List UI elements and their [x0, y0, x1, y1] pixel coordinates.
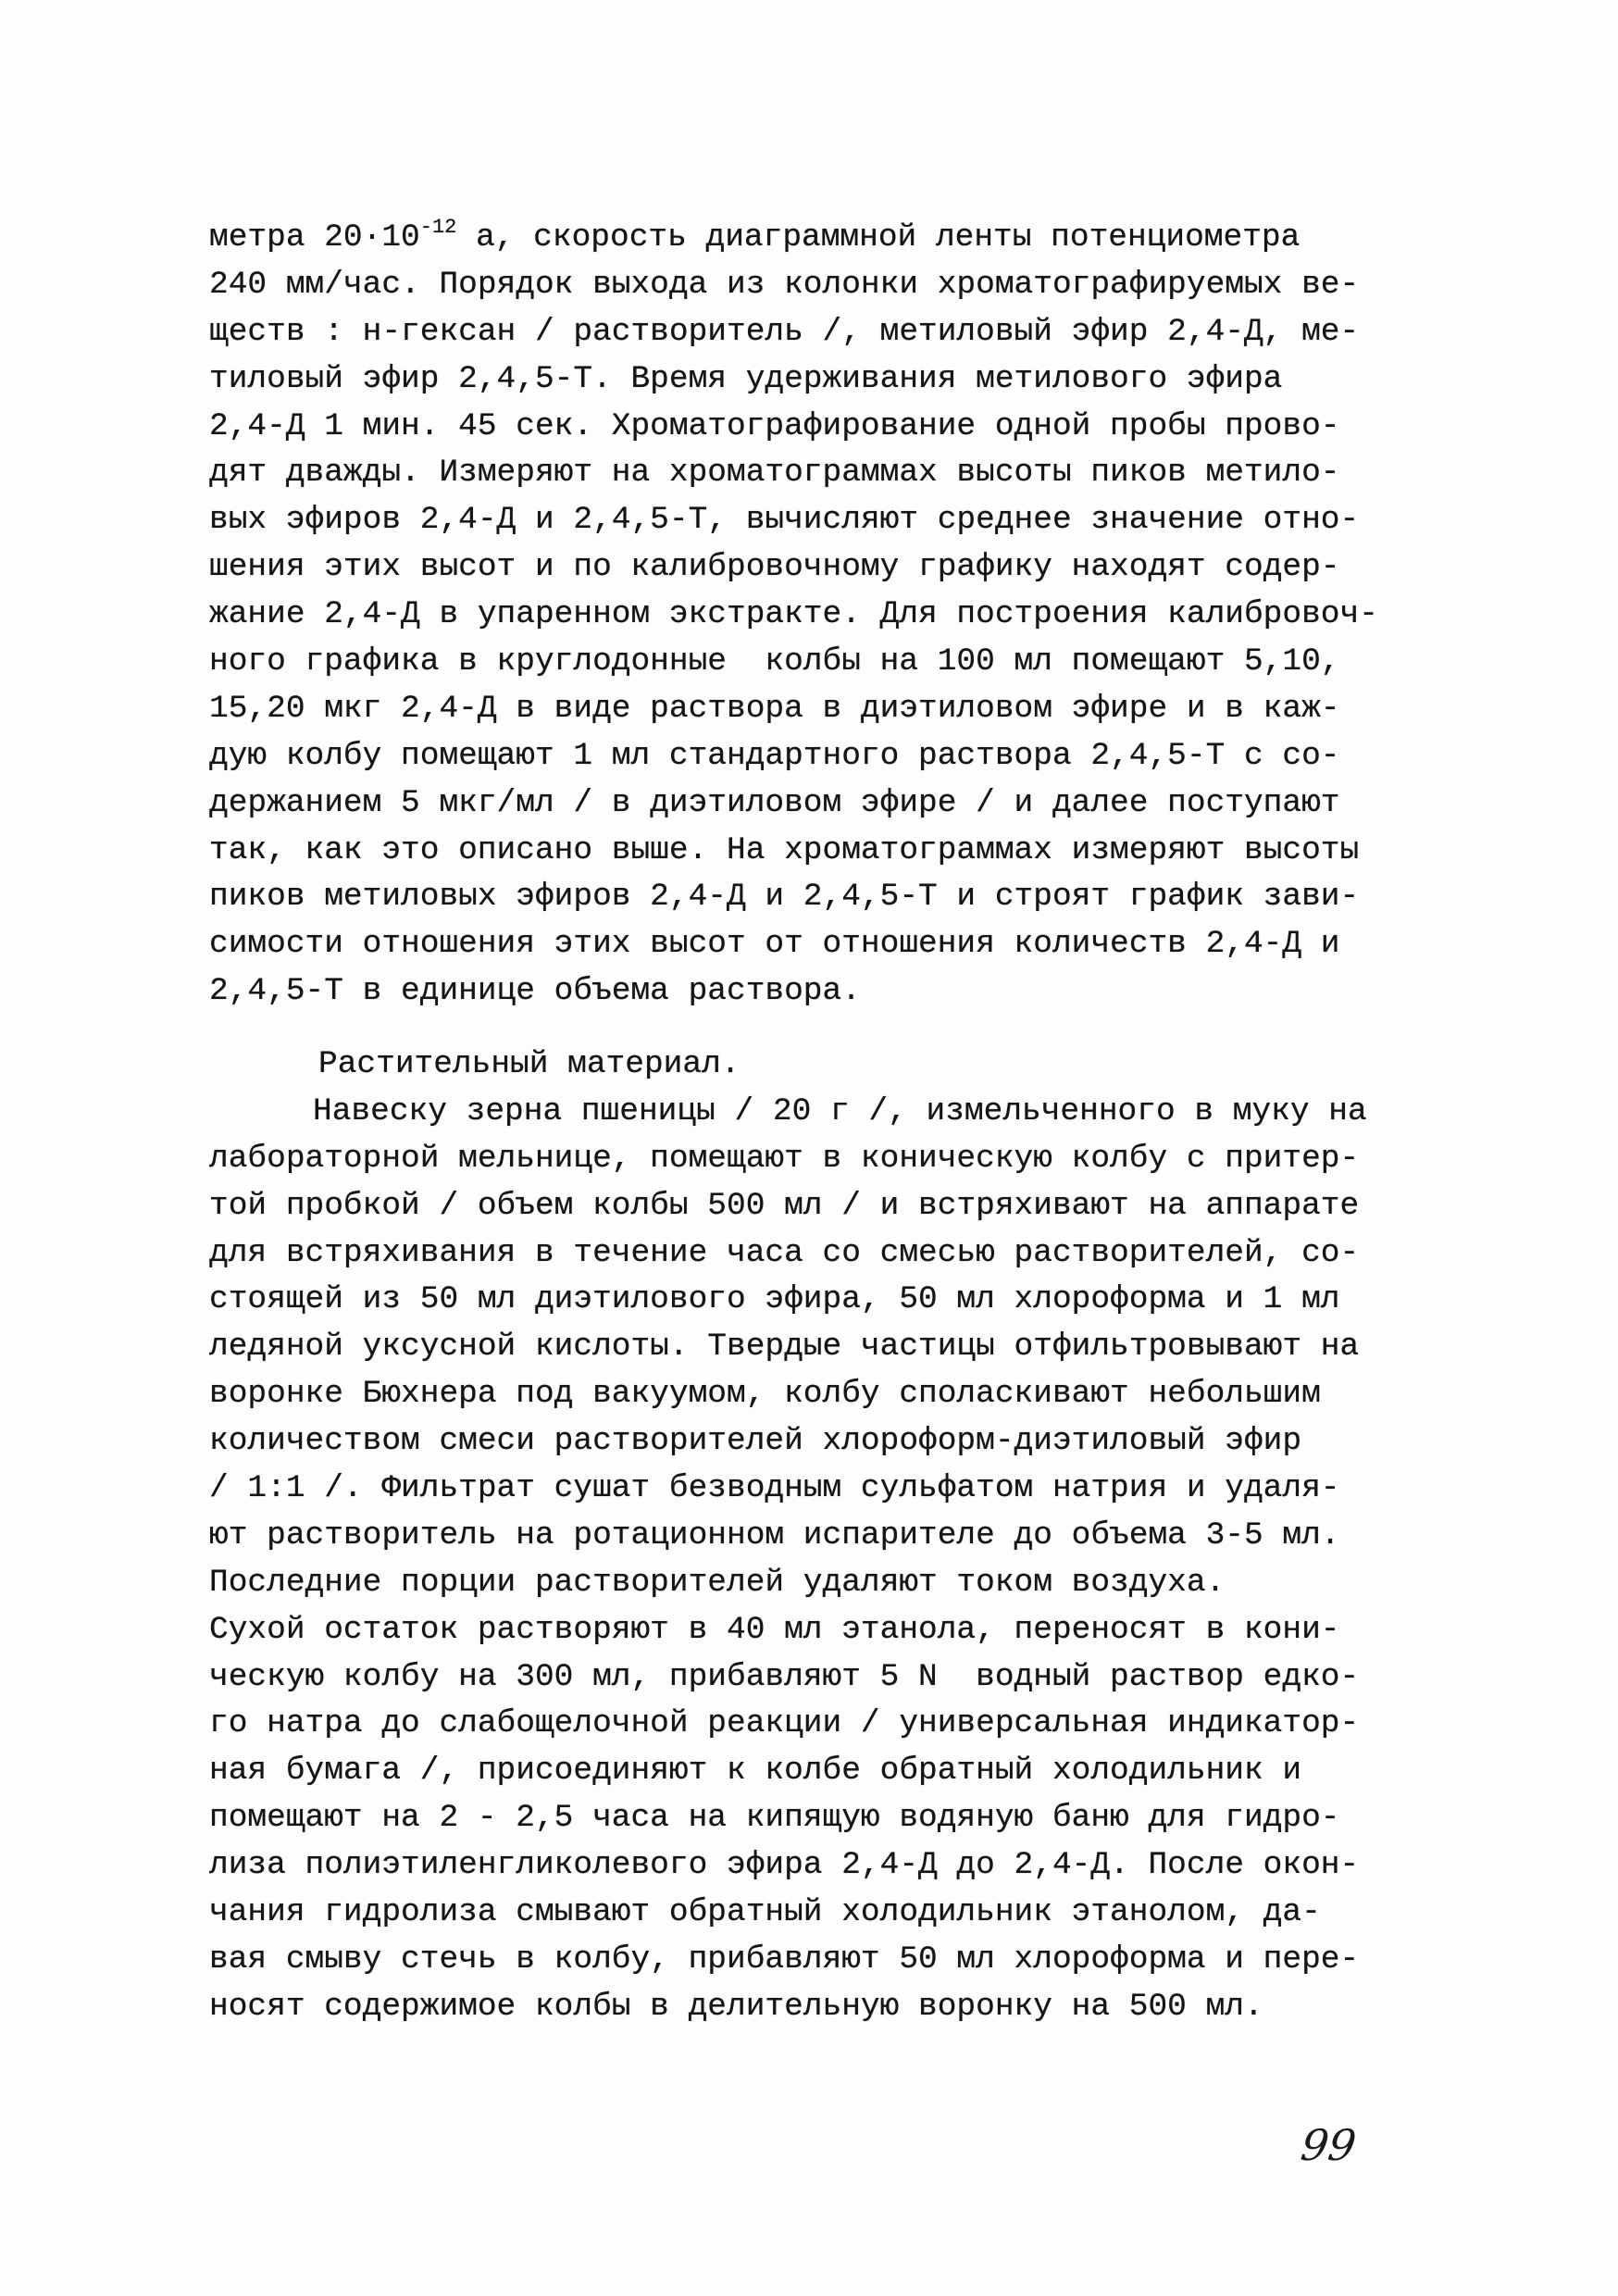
paragraph-line: дят дважды. Измеряют на хроматограммах высоты пиков метило-: [209, 455, 1340, 492]
paragraph-line: тиловый эфир 2,4,5-Т. Время удерживания метилового эфира: [209, 360, 1283, 397]
paragraph-line: ного графика в круглодонные колбы на 100 мл помещают 5,10,: [209, 643, 1340, 680]
paragraph-line: стоящей из 50 мл диэтилового эфира, 50 мл хлороформа и 1 мл: [209, 1281, 1340, 1318]
paragraph-line: 15,20 мкг 2,4-Д в виде раствора в диэтиловом эфире и в каж-: [209, 690, 1340, 727]
paragraph-line: симости отношения этих высот от отношения количеств 2,4-Д и: [209, 926, 1340, 963]
paragraph-line: лиза полиэтиленгликолевого эфира 2,4-Д до 2,4-Д. После окон-: [209, 1847, 1360, 1884]
paragraph-line: Последние порции растворителей удаляют током воздуха.: [209, 1564, 1226, 1601]
paragraph-line: так, как это описано выше. На хроматограммах измеряют высоты: [209, 831, 1360, 868]
paragraph-line: 2,4-Д 1 мин. 45 сек. Хроматографирование одной пробы прово-: [209, 407, 1340, 444]
line-suffix: а, скорость диаграммной ленты потенциометра: [456, 219, 1301, 256]
paragraph-line: для встряхивания в течение часа со смесью растворителей, со-: [209, 1234, 1360, 1271]
paragraph-line: ная бумага /, присоединяют к колбе обратный холодильник и: [209, 1753, 1302, 1790]
paragraph-line: ледяной уксусной кислоты. Твердые частицы отфильтровывают на: [209, 1329, 1360, 1366]
paragraph-line: той пробкой / объем колбы 500 мл / и встряхивают на аппарате: [209, 1187, 1360, 1224]
paragraph-line: помещают на 2 - 2,5 часа на кипящую водяную баню для гидро-: [209, 1800, 1340, 1837]
paragraph-line: лабораторной мельнице, помещают в коническую колбу с притер-: [209, 1140, 1360, 1177]
page-number: 99: [1298, 2120, 1360, 2170]
paragraph-line: жание 2,4-Д в упаренном экстракте. Для построения калибровоч-: [209, 596, 1378, 633]
paragraph-line: шения этих высот и по калибровочному графику находят содер-: [209, 549, 1340, 586]
paragraph-line: ществ : н-гексан / растворитель /, метиловый эфир 2,4-Д, ме-: [209, 313, 1360, 350]
paragraph-method-continuation: [209, 215, 1403, 1016]
section-heading: Растительный материал.: [318, 1046, 741, 1082]
paragraph-line: Сухой остаток растворяют в 40 мл этанола, переносят в кони-: [209, 1611, 1340, 1648]
paragraph-line: носят содержимое колбы в делительную воронку на 500 мл.: [209, 1988, 1263, 2025]
paragraph-line-first: [209, 215, 1403, 262]
paragraph-line: ют растворитель на ротационном испарителе до объема 3-5 мл.: [209, 1516, 1340, 1554]
paragraph-line: воронке Бюхнера под вакуумом, колбу споласкивают небольшим: [209, 1376, 1321, 1413]
section-plant-material: [209, 1042, 1403, 2031]
paragraph-line: чания гидролиза смывают обратный холодильник этанолом, да-: [209, 1894, 1321, 1931]
paragraph-line: го натра до слабощелочной реакции / универсальная индикатор-: [209, 1705, 1360, 1742]
paragraph-line: количеством смеси растворителей хлороформ-диэтиловый эфир: [209, 1423, 1302, 1460]
paragraph-line: ческую колбу на 300 мл, прибавляют 5 N водный раствор едко-: [209, 1658, 1360, 1695]
paragraph-line: 240 мм/час. Порядок выхода из колонки хроматографируемых ве-: [209, 266, 1360, 303]
paragraph-line: дую колбу помещают 1 мл стандартного раствора 2,4,5-Т с со-: [209, 737, 1340, 774]
paragraph-line: / 1:1 /. Фильтрат сушат безводным сульфатом натрия и удаля-: [209, 1470, 1340, 1507]
paragraph-line: 2,4,5-Т в единице объема раствора.: [209, 973, 861, 1010]
paragraph-line: пиков метиловых эфиров 2,4-Д и 2,4,5-Т и строят график зави-: [209, 879, 1360, 916]
paragraph-line: вая смыву стечь в колбу, прибавляют 50 мл хлороформа и пере-: [209, 1940, 1360, 1978]
paragraph-line-first: Навеску зерна пшеницы / 20 г /, измельченного в муку на: [313, 1092, 1367, 1129]
paragraph-line: держанием 5 мкг/мл / в диэтиловом эфире / и далее поступают: [209, 784, 1340, 821]
line-prefix: метра 20·10: [209, 219, 420, 256]
exponent: -12: [419, 216, 457, 239]
paragraph-line: вых эфиров 2,4-Д и 2,4,5-Т, вычисляют среднее значение отно-: [209, 502, 1360, 539]
